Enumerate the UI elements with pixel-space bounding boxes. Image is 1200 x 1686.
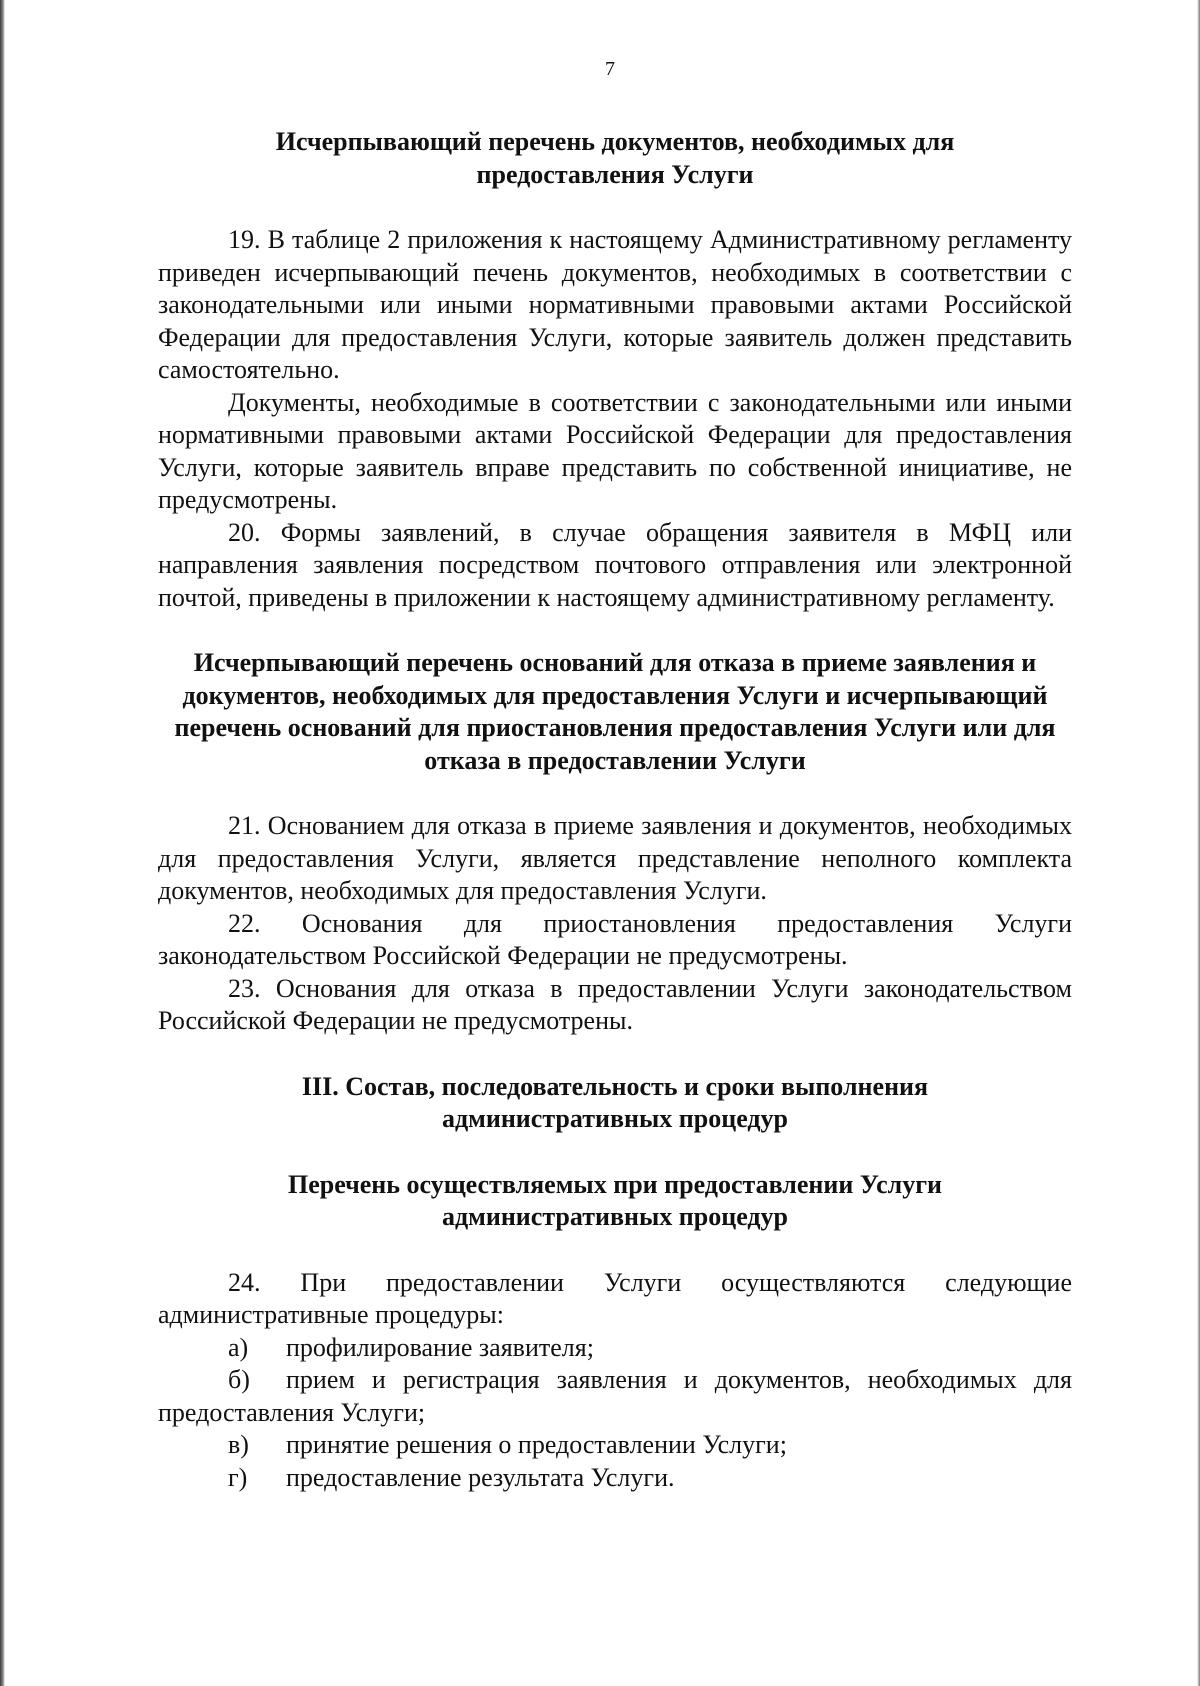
chapter-heading-iii: III. Состав, последовательность и сроки выполнения административных процедур <box>301 1071 929 1133</box>
list-item-text: принятие решения о предоставлении Услуги; <box>286 1430 787 1459</box>
paragraph-23: 23. Основания для отказа в предоставлении Услуги законодательством Российской Федерации не предусмотрены. <box>158 973 1072 1035</box>
paragraph-19: 19. В таблице 2 приложения к настоящему Административному регламенту приведен исчерпывающий печень документов, необходимых в соответствии с законодательными или иными нормативными правовыми актами Российской Федерации для предоставления Услуги, которые заявитель должен представить самостоятельно. <box>158 225 1072 384</box>
paragraph-19-continued: Документы, необходимые в соответствии с законодательными или иными нормативными правовыми актами Российской Федерации для предоставления Услуги, которые заявитель вправе представить по собственной инициативе, не предусмотрены. <box>158 387 1072 514</box>
paragraph-21: 21. Основанием для отказа в приеме заявления и документов, необходимых для предоставления Услуги, является представление неполного комплекта документов, необходимых для предоставления Услуги. <box>158 811 1072 905</box>
section-heading-documents: Исчерпывающий перечень документов, необходимых для предоставления Услуги <box>275 127 955 189</box>
page-number: 7 <box>605 58 615 80</box>
list-marker: б) <box>228 1365 250 1394</box>
list-item-a <box>158 1332 1072 1365</box>
list-item-text: прием и регистрация заявления и документов, необходимых для предоставления Услуги; <box>158 1365 1072 1427</box>
document-body <box>158 126 1072 1494</box>
list-item-v <box>158 1429 1072 1462</box>
scan-edge-left <box>0 0 5 1686</box>
list-marker: г) <box>228 1462 248 1492</box>
list-item-b <box>158 1364 1072 1429</box>
list-item-text: предоставление результата Услуги. <box>286 1462 675 1492</box>
list-marker: а) <box>228 1332 249 1362</box>
section-heading-procedures-list: Перечень осуществляемых при предоставлении Услуги административных процедур <box>287 1169 943 1231</box>
paragraph-20: 20. Формы заявлений, в случае обращения заявителя в МФЦ или направления заявления посредством почтового отправления или электронной почтой, приведены в приложении к настоящему административному регламенту. <box>158 517 1072 612</box>
paragraph-24: 24. При предоставлении Услуги осуществляются следующие административные процедуры: <box>158 1267 1072 1329</box>
list-item-g <box>158 1462 1072 1495</box>
list-item-text: профилирование заявителя; <box>286 1332 594 1362</box>
section-heading-refusal-grounds: Исчерпывающий перечень оснований для отказа в приеме заявления и документов, необходимых для предоставления Услуги и исчерпывающий перечень оснований для приостановления предоставления Услуги или для отказа в предоставлении Услуги <box>174 648 1056 775</box>
paragraph-22: 22. Основания для приостановления предоставления Услуги законодательством Российской Федерации не предусмотрены. <box>158 908 1072 970</box>
list-marker: в) <box>228 1430 249 1459</box>
